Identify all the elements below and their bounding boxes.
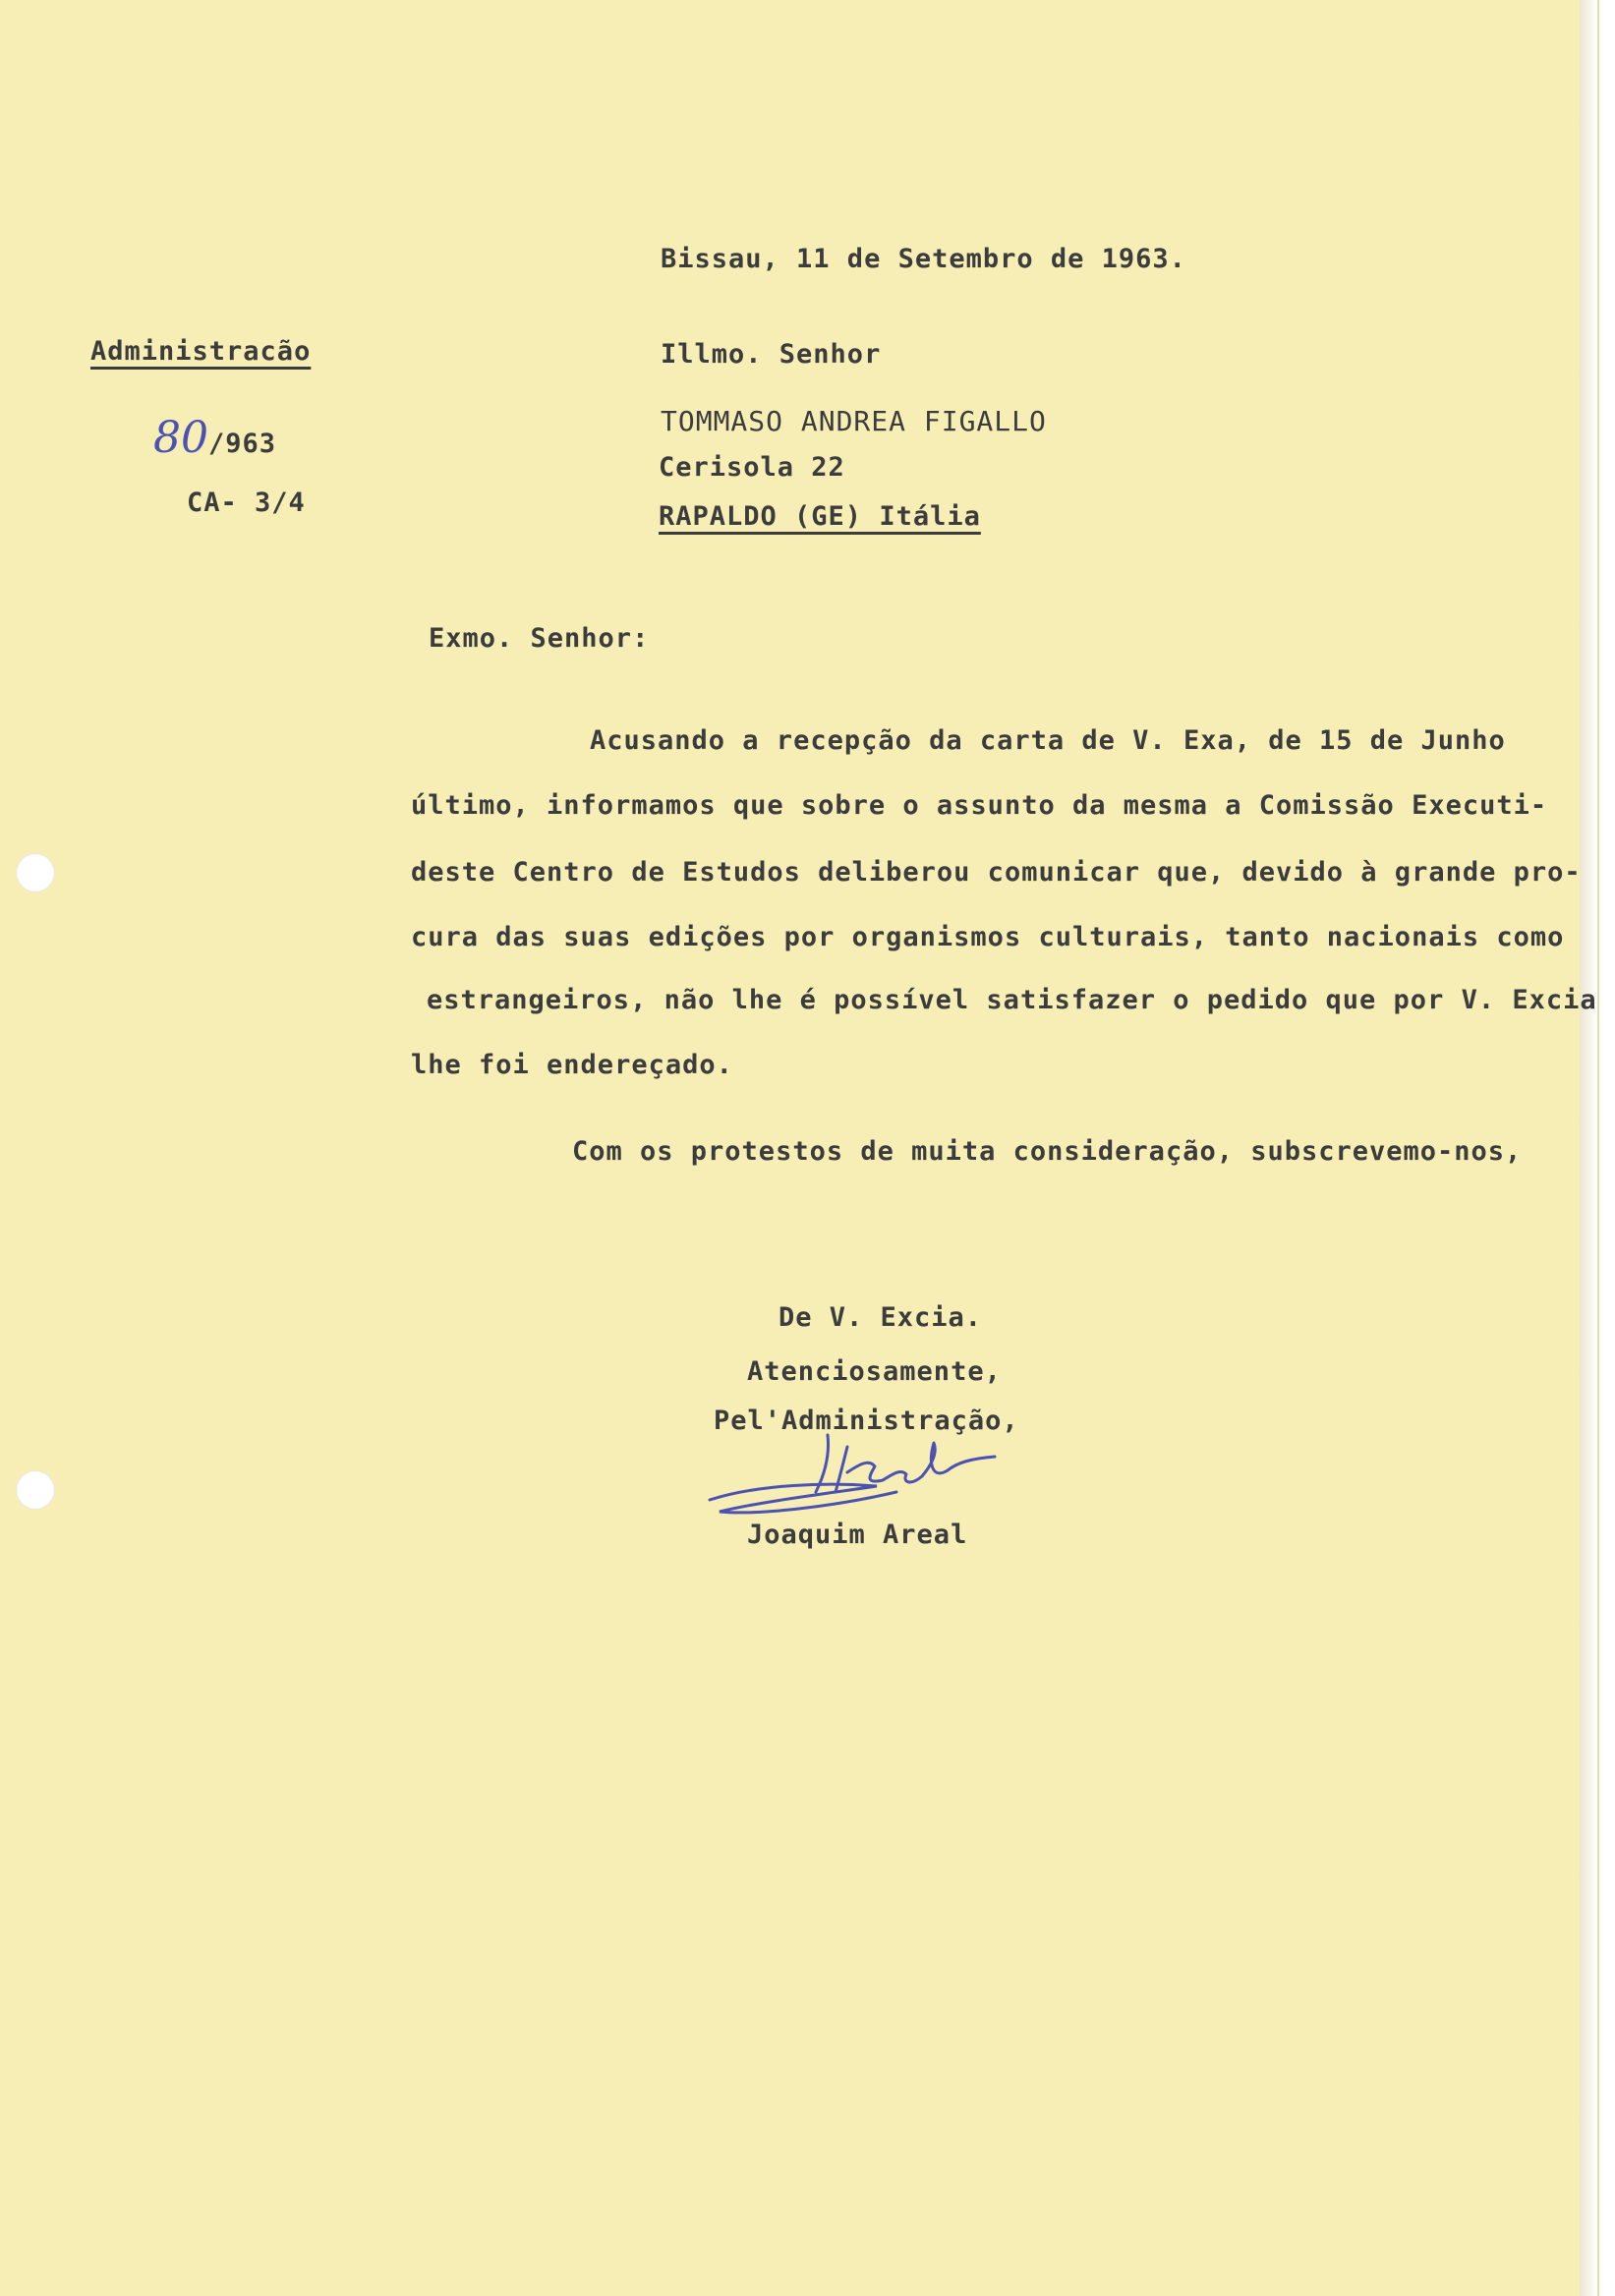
place-date: Bissau, 11 de Setembro de 1963. — [661, 244, 1186, 274]
recipient-city: RAPALDO (GE) Itália — [659, 501, 981, 532]
body-line: último, informamos que sobre o assunto da mesma a Comissão Executi- — [411, 790, 1548, 821]
sheet-edge — [1580, 0, 1597, 2296]
body-line: Acusando a recepção da carta de V. Exa, de 15 de Junho — [590, 725, 1506, 756]
salutation: Exmo. Senhor: — [429, 623, 650, 654]
closing-line: Com os protestos de muita consideração, subscrevemo-nos, — [572, 1136, 1523, 1167]
handwritten-signature — [700, 1423, 1014, 1531]
body-line: cura das suas edições por organismos culturais, tanto nacionais como — [411, 922, 1565, 952]
body-line: lhe foi endereçado. — [411, 1050, 733, 1080]
reference-code: CA- 3/4 — [187, 488, 306, 518]
body-line: deste Centro de Estudos deliberou comunicar que, devido à grande pro- — [411, 857, 1582, 888]
recipient-street: Cerisola 22 — [659, 452, 845, 483]
reference-number — [153, 413, 276, 463]
signoff-line1: De V. Excia. — [779, 1302, 983, 1333]
reference-handwritten: 80 — [153, 413, 208, 463]
signoff-line3: Pel'Administração, — [714, 1406, 1019, 1436]
letter-body — [411, 725, 1597, 1089]
recipient-name: TOMMASO ANDREA FIGALLO — [661, 405, 1047, 437]
signoff-line2: Atenciosamente, — [747, 1356, 1002, 1387]
reference-typed: /963 — [208, 429, 277, 459]
body-line: estrangeiros, não lhe é possível satisfazer o pedido que por V. Excia — [427, 985, 1597, 1015]
department-label: Administracão — [90, 336, 312, 367]
signer-name: Joaquim Areal — [747, 1520, 968, 1550]
punch-hole-top — [16, 853, 55, 892]
recipient-honorific: Illmo. Senhor — [661, 339, 882, 370]
punch-hole-bottom — [16, 1470, 55, 1510]
